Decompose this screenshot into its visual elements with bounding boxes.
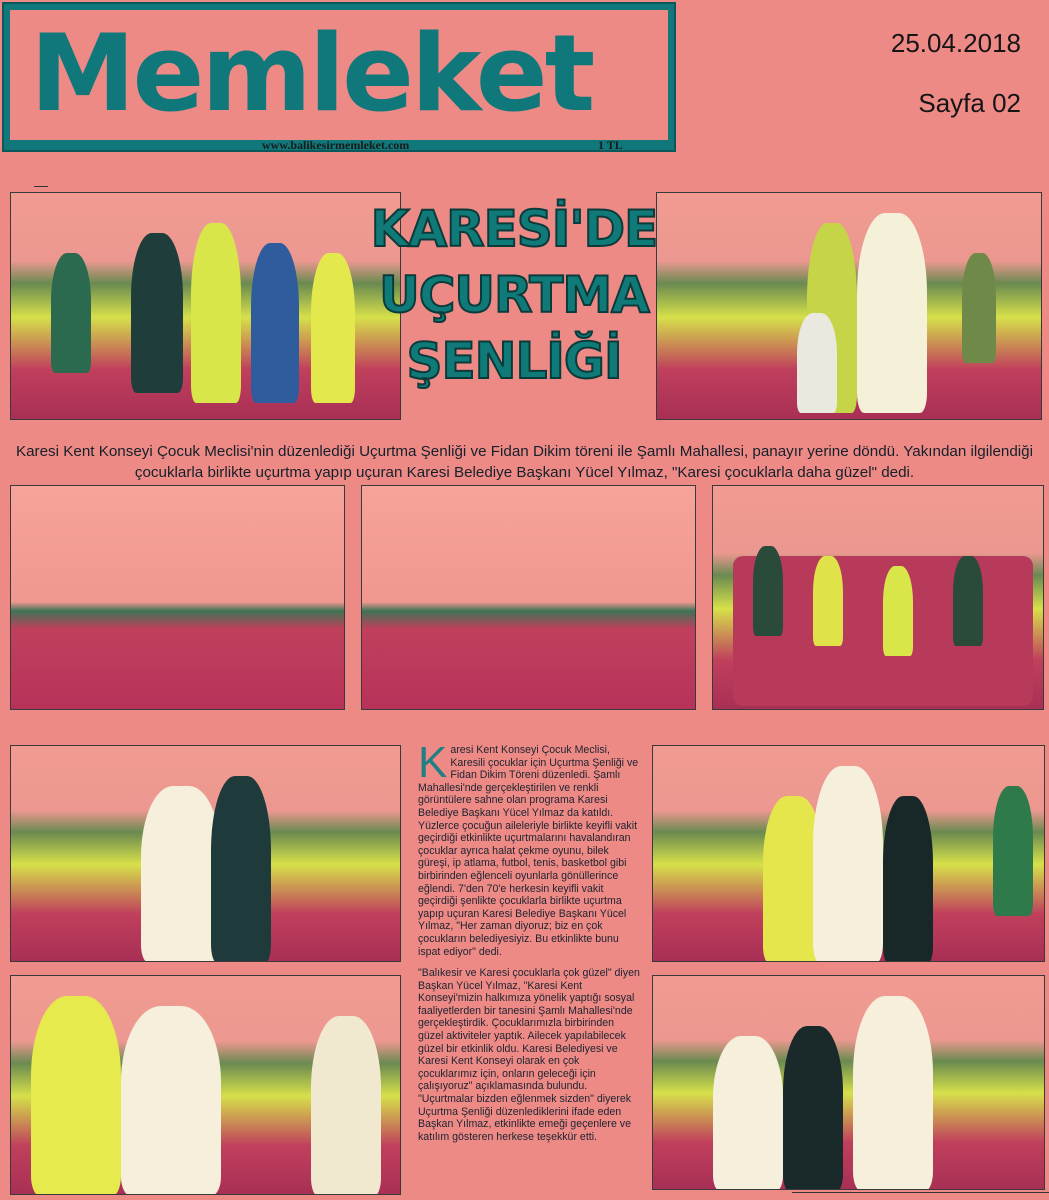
lead-paragraph: Karesi Kent Konseyi Çocuk Meclisi'nin düzenlediği Uçurtma Şenliği ve Fidan Dikim töreni ile Şamlı Mahallesi, panayır yerine döndü. Yakından ilgilendiği çocuklarla birlikte uçurtma yapıp uçuran Karesi Belediye Başkanı Yücel Yılmaz, "Karesi çocuklarla daha güzel" dedi. [15, 443, 1034, 481]
masthead [2, 2, 676, 152]
photo-group-kites [712, 485, 1044, 710]
photo-mayor-mother-child [652, 975, 1045, 1190]
masthead-inner [10, 10, 668, 140]
drop-cap: K [418, 738, 448, 787]
photo-field-2 [361, 485, 696, 710]
newspaper-title: Memleket [30, 12, 593, 135]
headline [364, 196, 664, 394]
website: www.balikesirmemleket.com [262, 138, 410, 152]
article-paragraph-2: "Balıkesir ve Karesi çocuklarla çok güzel" diyen Başkan Yücel Yılmaz, "Karesi Kent Konseyi'mizin halkımıza yönelik yaptığı sosyal faaliyetlerden bir tanesini Şamlı Mahallesi'nde gerçekleştirdik. Çocuklarımızla birbirinden güzel aktiviteler yaptık. Ailecek yapılabilecek güzel bir etkinlik oldu. Karesi Belediyesi ve Karesi Kent Konseyi olarak en çok çocuklarımız için, onların geleceği için çalışıyoruz" açıklamasında bulundu. "Uçurtmalar bizden eğlenmek sizden" diyerek Uçurtma Şenliği düzenlediklerini ifade eden Başkan Yılmaz, etkinlikte emeği geçenlere ve katılım gösteren herkese teşekkür etti. [418, 967, 640, 1143]
divider [34, 186, 48, 187]
issue-date: 25.04.2018 [890, 28, 1021, 58]
photo-mayor-children [652, 745, 1045, 962]
article-body [418, 738, 640, 1152]
headline-line-2: UÇURTMA [379, 266, 649, 324]
photo-making-kites [10, 975, 401, 1195]
photo-crowd-kites [10, 192, 401, 420]
headline-line-3: ŞENLİĞİ [406, 332, 622, 390]
photo-mayor-kite [10, 745, 401, 962]
page-number: Sayfa 02 [918, 88, 1021, 118]
divider-bottom [792, 1192, 1049, 1193]
price: 1 TL [598, 138, 623, 152]
headline-line-1: KARESİ'DE [370, 200, 658, 258]
article-paragraph-1: Karesi Kent Konseyi Çocuk Meclisi, Karesili çocuklar için Uçurtma Şenliği ve Fidan Dikim Töreni düzenledi. Şamlı Mahallesi'nde gerçekleştirilen ve renkli görüntülere sahne olan programa Karesi Belediye Başkanı Yücel Yılmaz da katıldı. Yüzlerce çocuğun aileleriyle birlikte keyifli vakit geçirdiği etkinlikte uçurtmalarını havalandıran çocuklar ayrıca halat çekme oyunu, bilek güreşi, ip atlama, futbol, tenis, basketbol gibi birbirinden eğlenceli oyunlarla gönüllerince eğlendi. 7'den 70'e herkesin keyifli vakit geçirdiği şenlikte çocuklarla birlikte uçurtma yapıp uçuran Karesi Belediye Başkanı Yücel Yılmaz, "Her zaman diyoruz; biz en çok çocukların belediyesiyiz. Bu etkinlikte bunu ispat ediyor" dedi. [418, 738, 639, 958]
photo-field-1 [10, 485, 345, 710]
photo-mayor-family [656, 192, 1042, 420]
